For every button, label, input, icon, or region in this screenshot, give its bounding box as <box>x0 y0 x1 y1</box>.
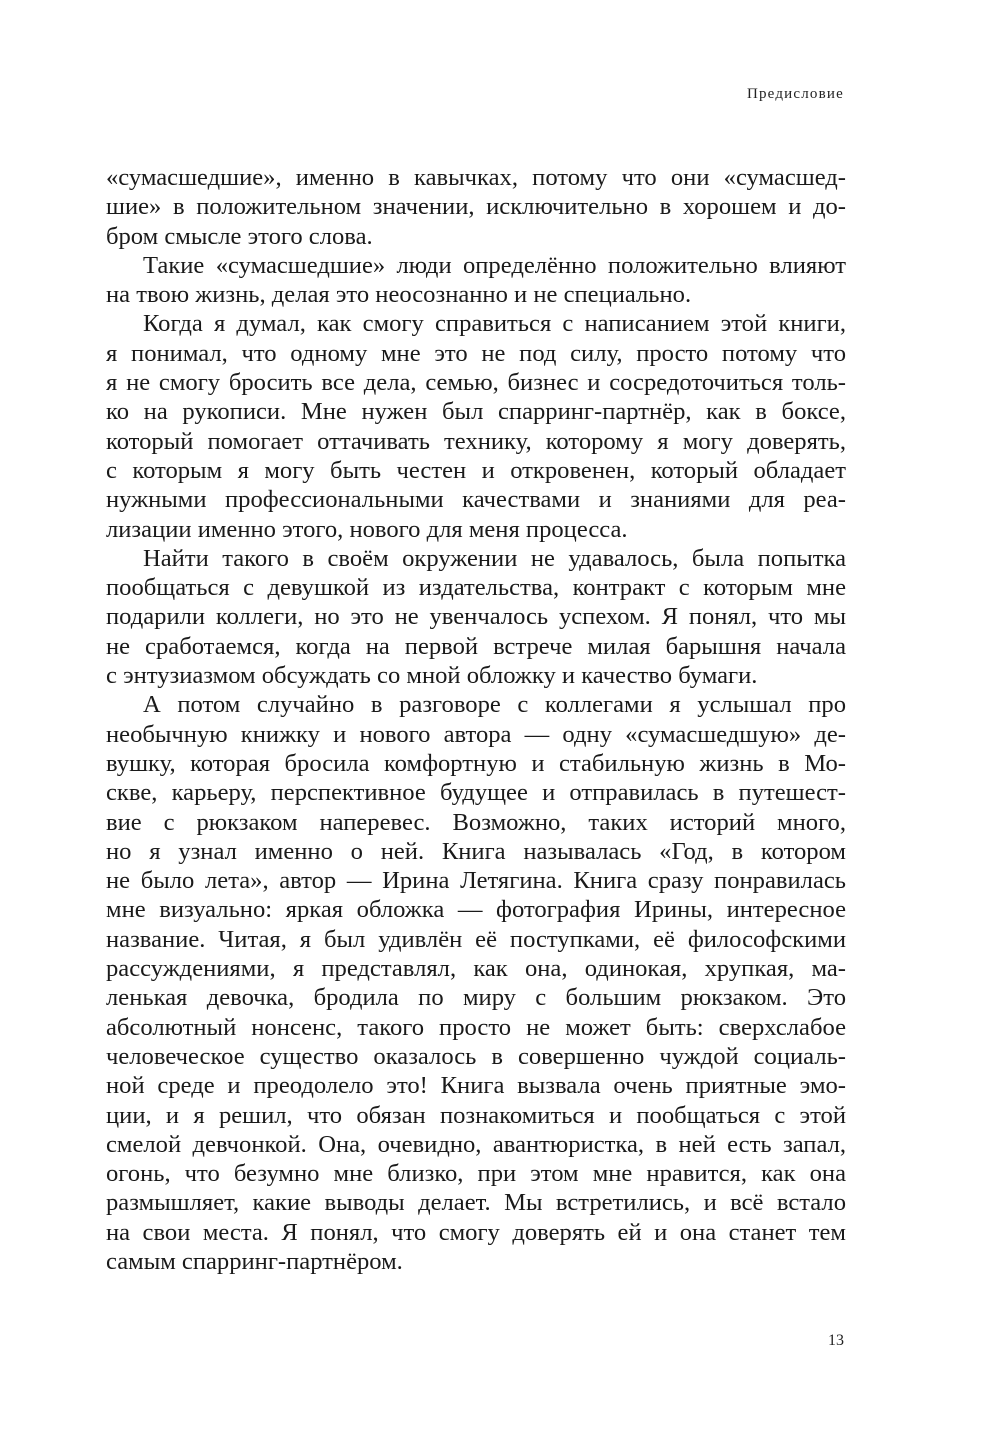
text-line: скве, карьеру, перспективное будущее и отправилась в путешест- <box>106 779 846 807</box>
text-line: вие с рюкзаком наперевес. Возможно, таких историй много, <box>106 808 846 836</box>
text-line: Найти такого в своём окружении не удавалось, была попытка <box>143 544 846 572</box>
text-line: ко на рукописи. Мне нужен был спарринг-партнёр, как в боксе, <box>106 398 846 426</box>
text-line: огонь, что безумно мне близко, при этом мне нравится, как она <box>106 1160 846 1188</box>
text-line: но я узнал именно о ней. Книга называлась «Год, в котором <box>106 837 846 865</box>
text-line: ной среде и преодолело это! Книга вызвала очень приятные эмо- <box>106 1072 846 1100</box>
text-line: мне визуально: яркая обложка — фотография Ирины, интересное <box>106 896 846 924</box>
text-line: я понимал, что одному мне это не под силу, просто потому что <box>106 339 846 367</box>
text-line: «сумасшедшие», именно в кавычках, потому что они «сумасшед- <box>106 164 846 191</box>
text-line: смелой девчонкой. Она, очевидно, авантюристка, в ней есть запал, <box>106 1130 846 1158</box>
text-line: вушку, которая бросила комфортную и стабильную жизнь в Мо- <box>106 749 846 777</box>
text-line: необычную книжку и нового автора — одну «сумасшедшую» де- <box>106 720 846 748</box>
running-header: Предисловие <box>746 86 844 102</box>
text-line: бром смысле этого слова. <box>106 222 373 250</box>
text-line: ленькая девочка, бродила по миру с большим рюкзаком. Это <box>106 984 846 1012</box>
text-line: ции, и я решил, что обязан познакомиться и пообщаться с этой <box>106 1101 846 1129</box>
text-line: на твою жизнь, делая это неосознанно и не специально. <box>106 281 692 309</box>
text-line: рассуждениями, я представлял, как она, одинокая, хрупкая, ма- <box>106 955 846 983</box>
text-line: шие» в положительном значении, исключительно в хорошем и до- <box>106 193 846 221</box>
text-line: с которым я могу быть честен и откровенен, который обладает <box>106 456 846 484</box>
text-line: который помогает оттачивать технику, которому я могу доверять, <box>106 427 846 455</box>
text-line: подарили коллеги, но это не увенчалось успехом. Я понял, что мы <box>106 603 846 631</box>
text-line: на свои места. Я понял, что смогу доверять ей и она станет тем <box>106 1218 846 1246</box>
text-line: с энтузиазмом обсуждать со мной обложку и качество бумаги. <box>106 662 758 690</box>
text-line: лизации именно этого, нового для меня процесса. <box>106 515 628 543</box>
text-line: Такие «сумасшедшие» люди определённо положительно влияют <box>143 251 846 279</box>
text-line: Когда я думал, как смогу справиться с написанием этой книги, <box>143 310 846 338</box>
text-line: А потом случайно в разговоре с коллегами я услышал про <box>143 691 846 719</box>
text-line: абсолютный нонсенс, такого просто не может быть: сверхслабое <box>106 1013 846 1041</box>
page-body <box>106 163 846 1276</box>
text-line: человеческое существо оказалось в совершенно чуждой социаль- <box>106 1042 846 1070</box>
text-line: нужными профессиональными качествами и знаниями для реа- <box>106 486 846 514</box>
text-line: я не смогу бросить все дела, семью, бизнес и сосредоточиться толь- <box>106 369 846 397</box>
page-number: 13 <box>828 1332 844 1349</box>
text-line: название. Читая, я был удивлён её поступками, её философскими <box>106 925 846 953</box>
text-line: размышляет, какие выводы делает. Мы встретились, и всё встало <box>106 1189 846 1217</box>
text-line: пообщаться с девушкой из издательства, контракт с которым мне <box>106 574 846 602</box>
text-line: самым спарринг-партнёром. <box>106 1247 403 1275</box>
text-line: не было лета», автор — Ирина Летягина. Книга сразу понравилась <box>106 867 846 895</box>
text-line: не сработаемся, когда на первой встрече милая барышня начала <box>106 632 846 660</box>
